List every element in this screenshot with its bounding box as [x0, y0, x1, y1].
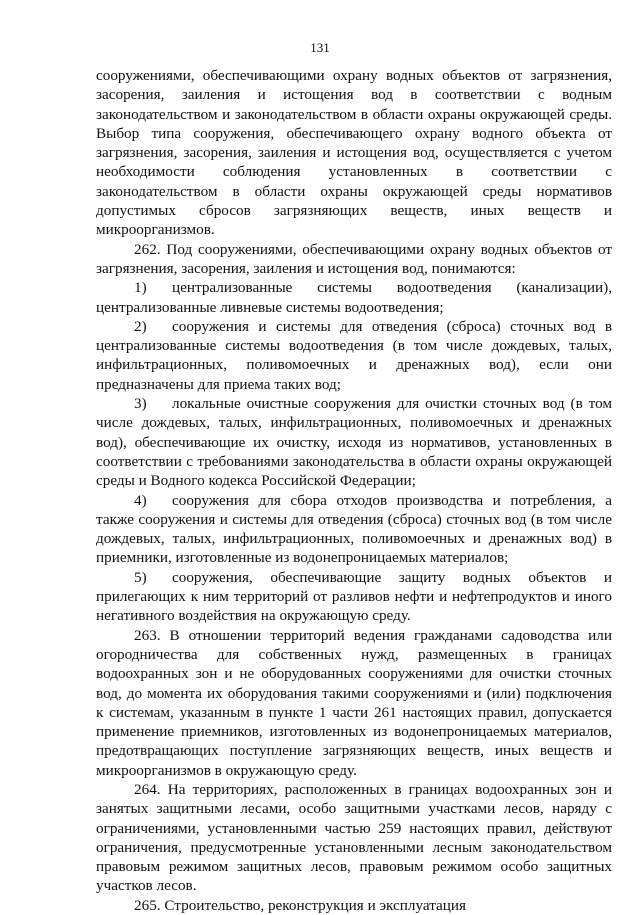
list-item-number: 2) — [134, 317, 147, 335]
list-item-5 — [96, 568, 612, 626]
paragraph-262: 262. Под сооружениями, обеспечивающими охрану водных объектов от загрязнения, засорения, заиления и истощения вод, понимаются: — [96, 240, 612, 277]
list-item-text: сооружения, обеспечивающие защиту водных объектов и прилегающих к ним территорий от разливов нефти и нефтепродуктов и иного негативного воздействия на окружающую среду. — [96, 568, 612, 625]
document-body — [96, 66, 612, 915]
list-item-number: 5) — [134, 568, 147, 586]
list-item-number: 1) — [134, 279, 147, 297]
list-item-text: сооружения для сбора отходов производства и потребления, а также сооружения и системы для отведения (сброса) сточных вод (в том числе дождевых, талых, инфильтрационных, поливомоечных и дренажных вод) в приемники, изготовленные из водонепроницаемых материалов; — [96, 491, 612, 567]
list-item-number: 4) — [134, 491, 147, 509]
list-item-text: локальные очистные сооружения для очистки сточных вод (в том числе дождевых, талых, инфильтрационных, поливомоечных и дренажных вод), обеспечивающие их очистку, исходя из нормативов, установленных в соответствии с требованиями законодательства в области охраны окружающей среды и Водного кодекса Российской Федерации; — [96, 395, 612, 490]
paragraph-264: 264. На территориях, расположенных в границах водоохранных зон и занятых защитными лесами, особо защитными участками лесов, наряду с ограничениями, установленными частью 259 настоящих правил, действуют ограничения, предусмотренные установленными лесным законодательством правовым режимом защитных лесов, правовым режимом особо защитных участков лесов. — [96, 780, 612, 895]
paragraph-263: 263. В отношении территорий ведения гражданами садоводства или огородничества для собственных нужд, размещенных в границах водоохранных зон и не оборудованных сооружениями для очистки сточных вод, до момента их оборудования такими сооружениями и (или) подключения к системам, указанным в пункте 1 части 261 настоящих правил, допускается применение приемников, изготовленных из водонепроницаемых материалов, предотвращающих поступление загрязняющих веществ, иных веществ и микроорганизмов в окружающую среду. — [96, 626, 612, 779]
paragraph-continuation: сооружениями, обеспечивающими охрану водных объектов от загрязнения, засорения, заиления и истощения вод в соответствии с водным законодательством и законодательством в области охраны окружающей среды. Выбор типа сооружения, обеспечивающего охрану водного объекта от загрязнения, засорения, заиления и истощения вод, осуществляется с учетом необходимости соблюдения установленных в соответствии с законодательством в области охраны окружающей среды нормативов допустимых сбросов загрязняющих веществ, иных веществ и микроорганизмов. — [96, 67, 612, 239]
list-item-2 — [96, 317, 612, 394]
list-item-text: сооружения и системы для отведения (сброса) сточных вод в централизованные системы водоотведения (в том числе дождевых, талых, инфильтрационных, поливомоечных и дренажных вод), если они предназначены для приема таких вод; — [96, 317, 612, 393]
list-item-text: централизованные системы водоотведения (канализации), централизованные ливневые системы водоотведения; — [96, 279, 612, 316]
list-item-4 — [96, 491, 612, 568]
list-item-3 — [96, 394, 612, 490]
list-item-1 — [96, 278, 612, 317]
page-number: 131 — [310, 40, 330, 55]
list-item-number: 3) — [134, 395, 147, 413]
paragraph-265: 265. Строительство, реконструкция и эксплуатация — [134, 896, 467, 914]
